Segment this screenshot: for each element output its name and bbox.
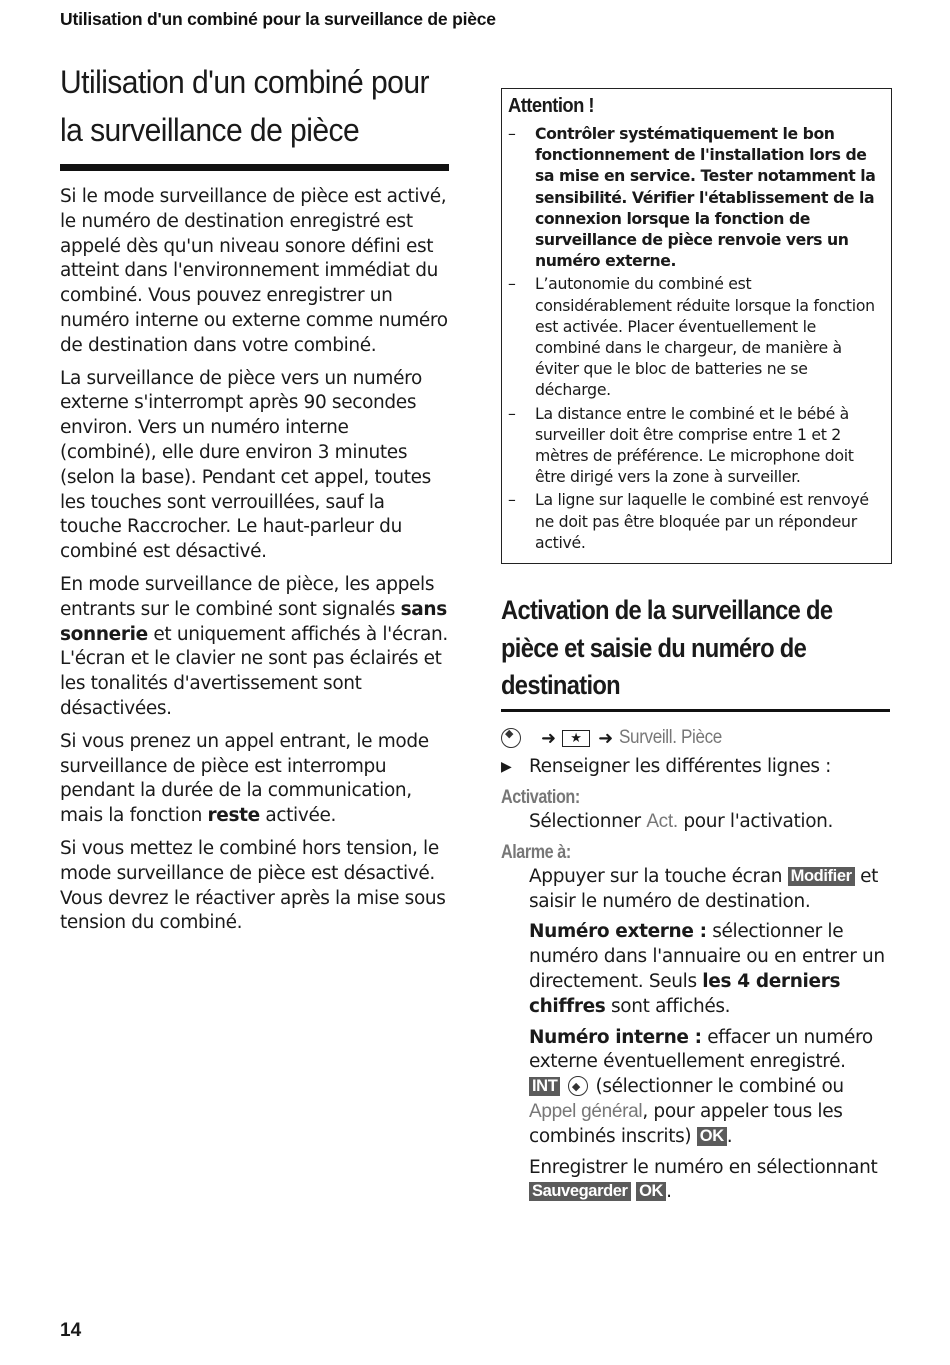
star-key-icon: ★ (562, 730, 590, 747)
attention-item: – L’autonomie du combiné est considérablement réduite lorsque la fonction est activée. Placer éventuellement le combiné dans le chargeur, de manière à éviter que le bloc de batteries ne se décharge. (508, 274, 875, 400)
attention-item: – La distance entre le combiné et le bébé à surveiller doit être comprise entre 1 et 2 mètres de préférence. Le microphone doit être dirigé vers la zone à surveiller. (508, 403, 854, 487)
int-softkey: INT (529, 1077, 560, 1096)
ok-softkey: OK (697, 1127, 727, 1146)
page-title: Utilisation d'un combiné pour la surveillance de pièce (60, 64, 429, 148)
menu-item-surveill-piece: Surveill. Pièce (619, 727, 723, 749)
sauvegarder-softkey: Sauvegarder (529, 1182, 631, 1201)
page-number: 14 (60, 1320, 82, 1341)
incoming-calls-paragraph: En mode surveillance de pièce, les appels entrants sur le combiné sont signalés sans sonnerie et uniquement affichés à l'écran. L'écran et le clavier ne sont pas éclairés et les tonalités d'avertissement sont désactivées. (60, 573, 448, 719)
navigation-key-icon (568, 1076, 588, 1096)
intro-paragraph: Si le mode surveillance de pièce est activé, le numéro de destination enregistré est appelé dès qu'un niveau sonore défini est atteint dans l'environnement immédiat du combiné. Vous pouvez enregistrer un numéro interne ou externe comme numéro de destination dans votre combiné. (60, 186, 448, 356)
alarm-label: Alarme à: (501, 841, 571, 863)
attention-item: – La ligne sur laquelle le combiné est renvoyé ne doit pas être bloquée par un répondeur activé. (508, 490, 869, 552)
attention-item: – Contrôler systématiquement le bon fonctionnement de l'installation lors de sa mise en service. Tester notamment la sensibilité. Vérifier l'établissement de la connexion lorsque la fonction de surveillance de pièce renvoie vers un numéro externe. (508, 124, 876, 271)
ok-softkey: OK (636, 1182, 666, 1201)
arrow-icon: ➜ (598, 727, 614, 749)
power-off-paragraph: Si vous mettez le combiné hors tension, le mode surveillance de pièce est désactivé. Vous devrez le réactiver après la mise sous tension du combiné. (60, 837, 446, 934)
attention-title: Attention ! (508, 95, 594, 117)
title-rule (60, 164, 449, 171)
left-column (60, 58, 450, 944)
navigation-key-icon (501, 728, 521, 748)
instruction-step: ▶ Renseigner les différentes lignes : (501, 754, 893, 780)
activation-description: Sélectionner Act. pour l'activation. (529, 811, 834, 833)
activation-label: Activation: (501, 787, 580, 809)
answer-call-paragraph: Si vous prenez un appel entrant, le mode surveillance de pièce est interrompu pendant la durée de la communication, mais la fonction reste activée. (60, 730, 429, 827)
right-column (501, 88, 893, 1211)
modifier-softkey: Modifier (788, 867, 855, 886)
alarm-description: Appuyer sur la touche écran Modifier et saisir le numéro de destination. Numéro externe : sélectionner le numéro dans l'annuaire ou en entrer un directement. Seuls les 4 derniers chiffres sont affichés. Numéro interne : effacer un numéro externe éventuellement enregistré. INT ◆ (sélectionner le combiné ou Appel général, pour appeler tous les combinés inscrits) OK . Enregistrer le numéro en sélectionnant Sauvegarder OK . (529, 865, 893, 1205)
section-rule (501, 709, 890, 713)
attention-box (501, 88, 892, 564)
step-arrow-icon: ▶ (501, 759, 512, 776)
arrow-icon: ➜ (541, 727, 557, 749)
menu-path (501, 724, 893, 752)
running-head: Utilisation d'un combiné pour la surveillance de pièce (60, 9, 496, 29)
duration-paragraph: La surveillance de pièce vers un numéro externe s'interrompt après 90 secondes environ. Vers un numéro interne (combiné), elle dure environ 3 minutes (selon la base). Pendant cet appel, toutes les touches sont verrouillées, sauf la touche Raccrocher. Le haut-parleur du combiné est désactivé. (60, 367, 431, 563)
section-title: Activation de la surveillance de pièce et saisie du numéro de destination (501, 595, 833, 701)
